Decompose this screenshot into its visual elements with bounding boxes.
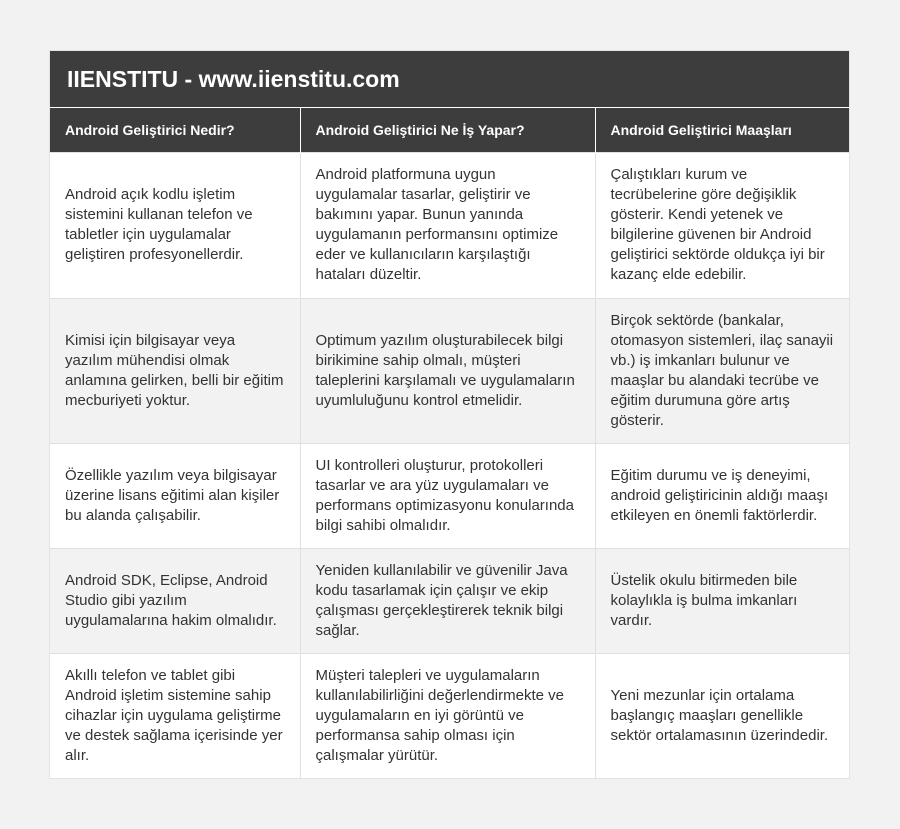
table-row xyxy=(50,152,849,298)
table-cell: Eğitim durumu ve iş deneyimi, android geliştiricinin aldığı maaşı etkileyen en önemli faktörlerdir. xyxy=(595,443,849,548)
table-cell: Optimum yazılım oluşturabilecek bilgi birikimine sahip olmalı, müşteri taleplerini karşılamalı ve uygulamaların uyumluluğunu kontrol etmelidir. xyxy=(300,298,595,443)
table-cell: Yeni mezunlar için ortalama başlangıç maaşları genellikle sektör ortalamasının üzerindedir. xyxy=(595,653,849,778)
column-header: Android Geliştirici Nedir? xyxy=(50,108,300,152)
table-cell: Android SDK, Eclipse, Android Studio gibi yazılım uygulamalarına hakim olmalıdır. xyxy=(50,548,300,653)
table-card xyxy=(50,51,849,778)
table-cell: Çalıştıkları kurum ve tecrübelerine göre değişiklik gösterir. Kendi yetenek ve bilgilerine güvenen bir Android geliştirici sektörde oldukça iyi bir kazanç elde edebilir. xyxy=(595,152,849,298)
table-cell: Kimisi için bilgisayar veya yazılım mühendisi olmak anlamına gelirken, belli bir eğitim mecburiyeti yoktur. xyxy=(50,298,300,443)
table-cell: Yeniden kullanılabilir ve güvenilir Java kodu tasarlamak için çalışır ve ekip çalışması gerçekleştirerek teknik bilgi sağlar. xyxy=(300,548,595,653)
comparison-table xyxy=(50,108,849,778)
table-row xyxy=(50,548,849,653)
table-row xyxy=(50,298,849,443)
table-cell: UI kontrolleri oluşturur, protokolleri tasarlar ve ara yüz uygulamaları ve performans optimizasyonu konularında bilgi sahibi olmalıdır. xyxy=(300,443,595,548)
table-cell: Müşteri talepleri ve uygulamaların kullanılabilirliğini değerlendirmekte ve uygulamaların en iyi görüntü ve performansa sahip olması için çalışmalar yürütür. xyxy=(300,653,595,778)
column-header: Android Geliştirici Ne İş Yapar? xyxy=(300,108,595,152)
table-cell: Akıllı telefon ve tablet gibi Android işletim sistemine sahip cihazlar için uygulama geliştirme ve destek sağlama içerisinde yer alır. xyxy=(50,653,300,778)
table-cell: Birçok sektörde (bankalar, otomasyon sistemleri, ilaç sanayii vb.) iş imkanları bulunur ve maaşlar bu alandaki tecrübe ve eğitim durumuna göre artış gösterir. xyxy=(595,298,849,443)
header-row xyxy=(50,108,849,152)
table-title: IIENSTITU - www.iienstitu.com xyxy=(50,51,849,108)
table-cell: Android platformuna uygun uygulamalar tasarlar, geliştirir ve bakımını yapar. Bunun yanında uygulamanın performansını optimize eder ve kullanıcıların karşılaştığı hataları düzeltir. xyxy=(300,152,595,298)
table-row xyxy=(50,653,849,778)
table-cell: Android açık kodlu işletim sistemini kullanan telefon ve tabletler için uygulamalar geliştiren profesyonellerdir. xyxy=(50,152,300,298)
table-cell: Özellikle yazılım veya bilgisayar üzerine lisans eğitimi alan kişiler bu alanda çalışabilir. xyxy=(50,443,300,548)
table-cell: Üstelik okulu bitirmeden bile kolaylıkla iş bulma imkanları vardır. xyxy=(595,548,849,653)
column-header: Android Geliştirici Maaşları xyxy=(595,108,849,152)
table-row xyxy=(50,443,849,548)
